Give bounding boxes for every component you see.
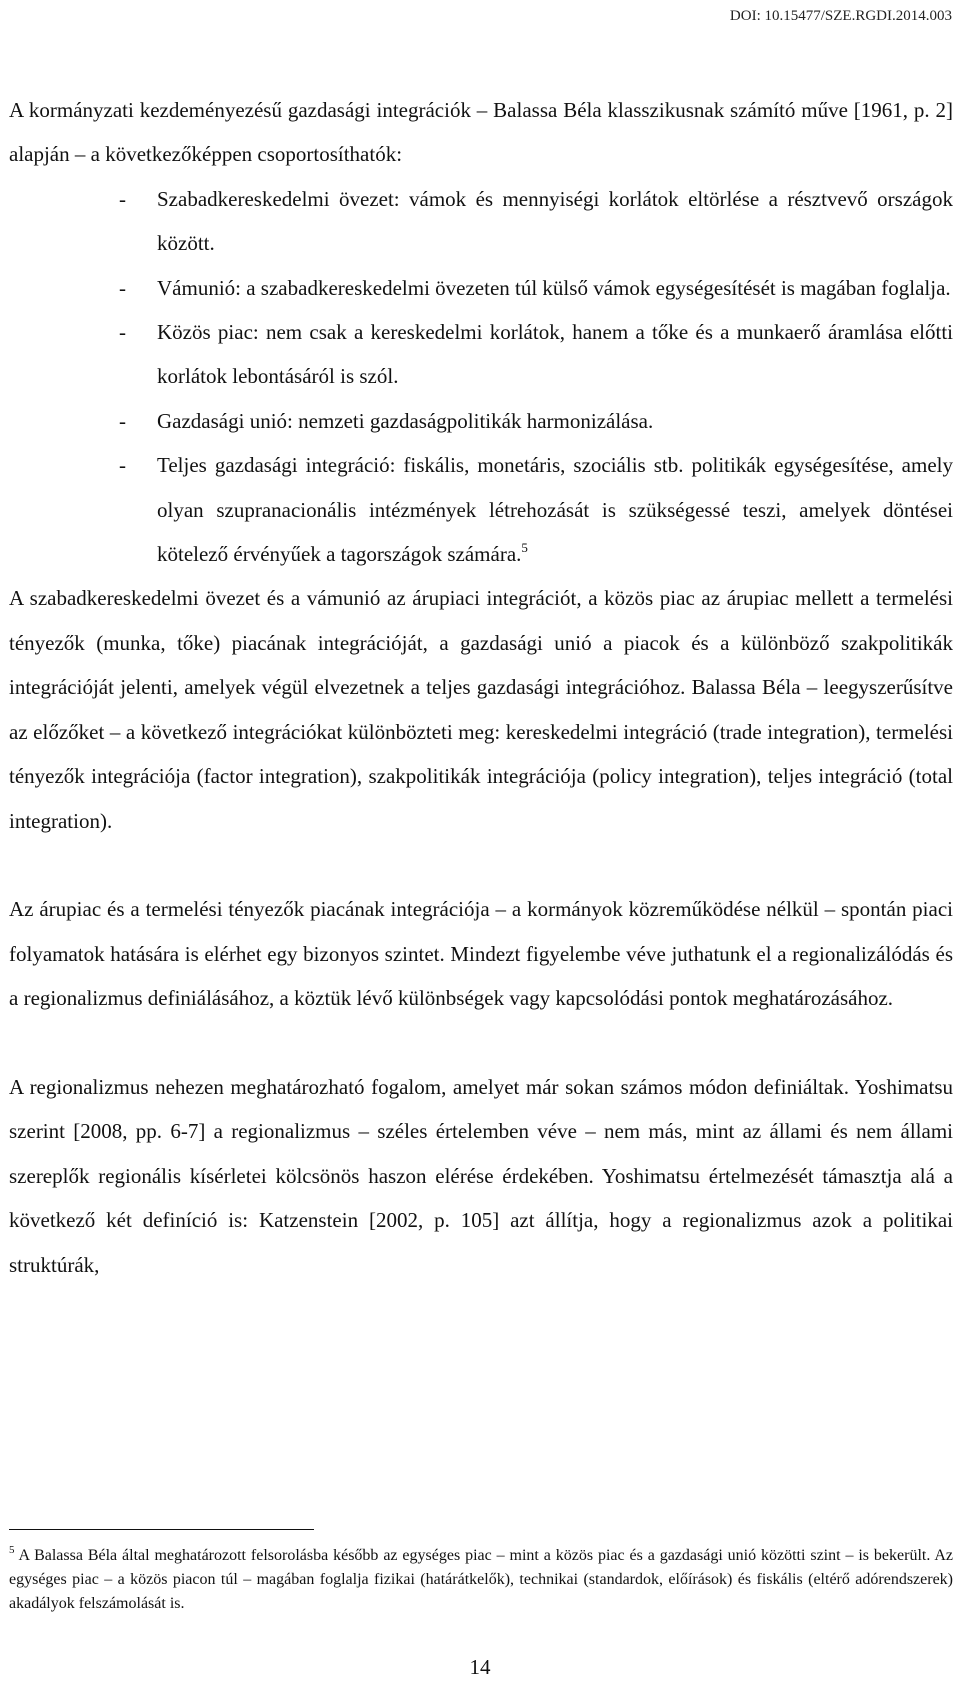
list-item-text-with-footnote xyxy=(157,443,953,576)
doi-header: DOI: 10.15477/SZE.RGDI.2014.003 xyxy=(729,8,952,24)
page-number: 14 xyxy=(469,1655,491,1679)
list-item xyxy=(9,266,953,310)
intro-paragraph: A kormányzati kezdeményezésű gazdasági integrációk – Balassa Béla klasszikusnak számító műve [1961, p. 2] alapján – a következőképpen csoportosíthatók: xyxy=(9,98,953,167)
list-item xyxy=(9,443,953,576)
list-dash: - xyxy=(119,320,126,345)
list-item xyxy=(9,177,953,266)
list-item-text: Vámunió: a szabadkereskedelmi övezeten túl külső vámok egységesítését is magában foglalja. xyxy=(157,275,951,300)
footnote xyxy=(9,1544,953,1616)
list-item-text: Szabadkereskedelmi övezet: vámok és mennyiségi korlátok eltörlése a résztvevő országok között. xyxy=(157,186,953,256)
list-item-text: Közös piac: nem csak a kereskedelmi korlátok, hanem a tőke és a munkaerő áramlása előtti korlátok lebontásáról is szól. xyxy=(157,320,953,389)
footnote-mark: 5 xyxy=(9,1544,15,1556)
list-dash: - xyxy=(119,453,126,478)
body-paragraph: Az árupiac és a termelési tényezők piacának integrációja – a kormányok közreműködése nélkül – spontán piaci folyamatok hatására is elérhet egy bizonyos szintet. Mindezt figyelembe véve juthatunk el a regionalizálódás és a regionalizmus definiálásához, a köztük lévő különbségek vagy kapcsolódási pontok meghatározásához. xyxy=(9,897,953,1011)
main-text xyxy=(9,88,953,1287)
footnote-divider xyxy=(9,1529,314,1530)
list-item xyxy=(9,399,953,443)
list-item-text: Teljes gazdasági integráció: fiskális, monetáris, szociális stb. politikák egységesítése, amely olyan szupranacionális intézmények létrehozását is szükségessé teszi, amelyek döntései kötelező érvényűek a tagországok számára. xyxy=(157,453,953,567)
list-dash: - xyxy=(119,275,126,300)
list-dash: - xyxy=(119,186,126,211)
integration-list xyxy=(9,177,953,577)
list-item-text: Gazdasági unió: nemzeti gazdaságpolitikák harmonizálása. xyxy=(157,408,654,433)
body-paragraph: A regionalizmus nehezen meghatározható fogalom, amelyet már sokan számos módon definiáltak. Yoshimatsu szerint [2008, pp. 6-7] a regionalizmus – széles értelemben véve – nem más, mint az állami és nem állami szereplők regionális kísérletei kölcsönös haszon elérése érdekében. Yoshimatsu értelmezését támasztja alá a következő két definíció is: Katzenstein [2002, p. 105] azt állítja, hogy a regionalizmus azok a politikai struktúrák, xyxy=(9,1074,953,1277)
list-item xyxy=(9,310,953,399)
list-dash: - xyxy=(119,408,126,433)
footnote-reference[interactable]: 5 xyxy=(521,540,528,556)
footnote-text: A Balassa Béla által meghatározott felsorolásba később az egységes piac – mint a közös piac és a gazdasági unió közötti szint – is bekerült. Az egységes piac – a közös piacon túl – magában foglalja fizikai (határátkelők), technikai (standardok, előírások) és fiskális (eltérő adórendszerek) akadályok felszámolását is. xyxy=(9,1547,953,1612)
body-paragraph: A szabadkereskedelmi övezet és a vámunió az árupiaci integrációt, a közös piac az árupiac mellett a termelési tényezők (munka, tőke) piacának integrációját, a gazdasági unió a piacok és a különböző szakpolitikák integrációját jelenti, amelyek végül elvezetnek a teljes gazdasági integrációhoz. Balassa Béla – leegyszerűsítve az előzőket – a következő integrációkat különbözteti meg: kereskedelmi integráció (trade integration), termelési tényezők integrációja (factor integration), szakpolitikák integrációja (policy integration), teljes integráció (total integration). xyxy=(9,586,953,833)
